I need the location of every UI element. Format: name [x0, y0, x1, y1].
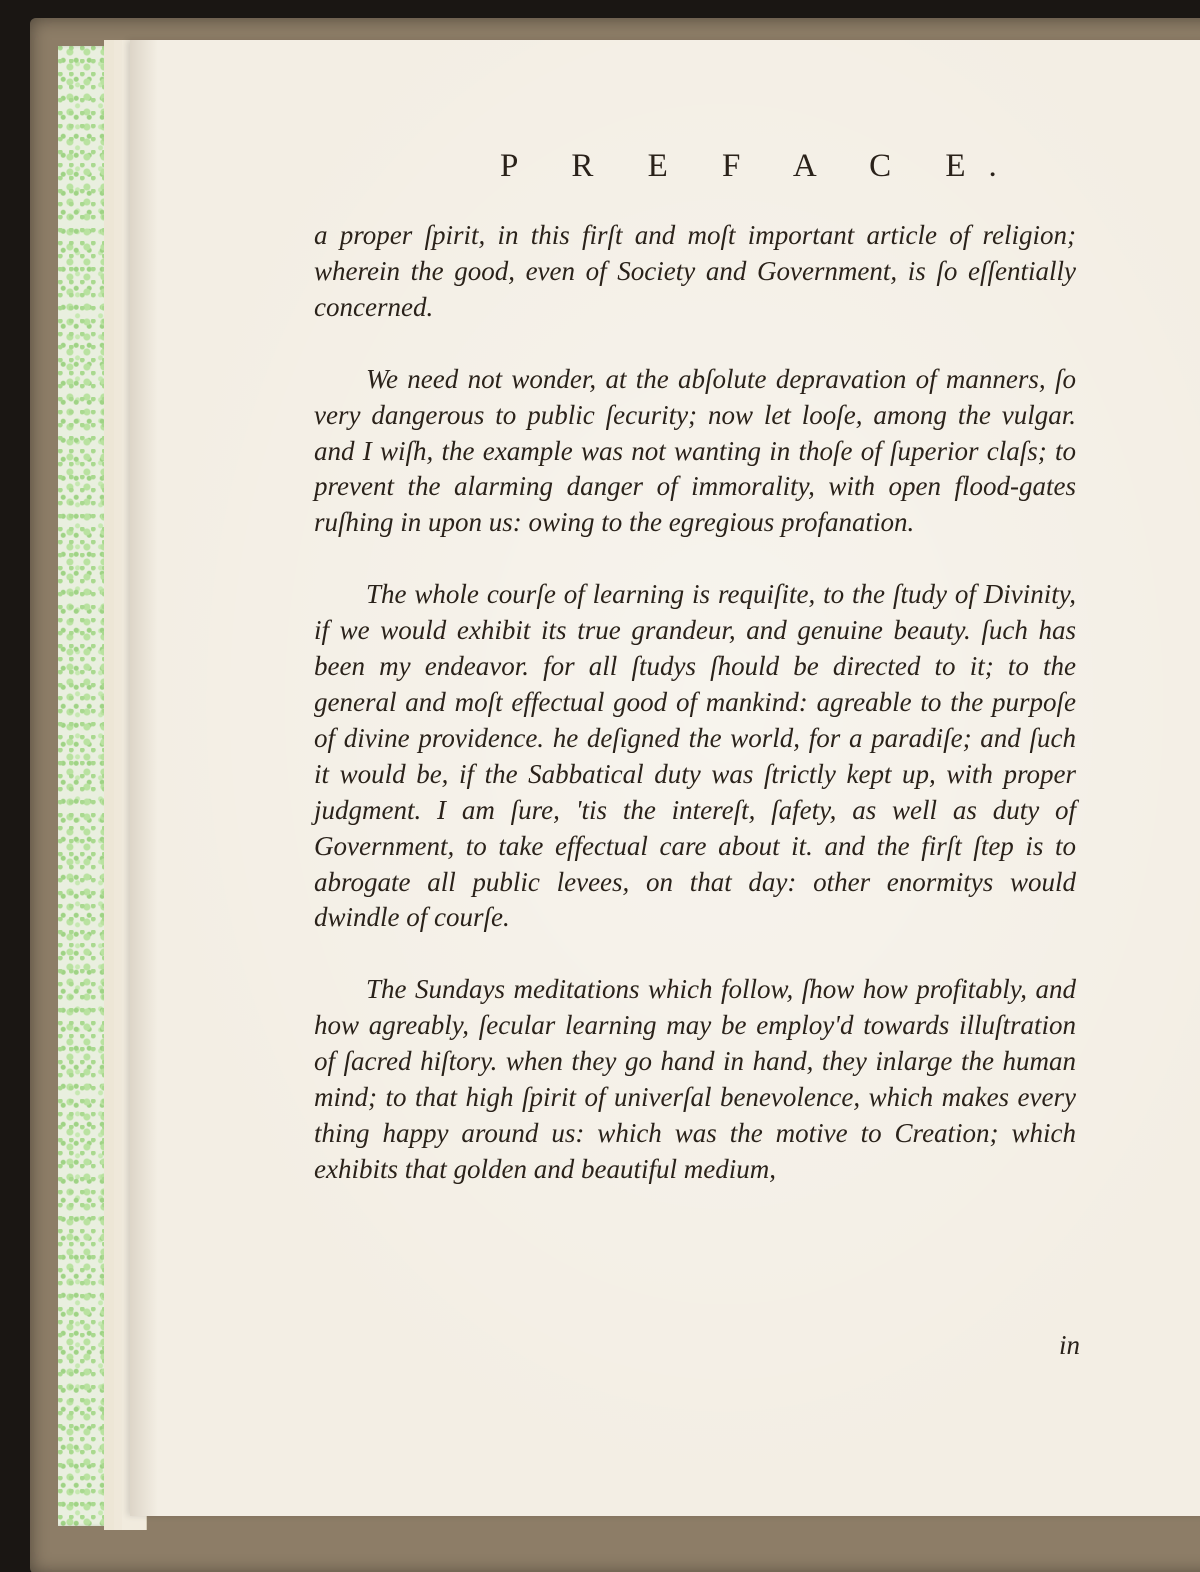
preface-text	[314, 218, 1076, 1188]
catchword: in	[1058, 1330, 1080, 1360]
page-heading: P R E F A C E.	[500, 148, 1020, 184]
paragraph: The whole courſe of learning is requiſite, to the ſtudy of Divinity, if we would exhibit its true grandeur, and genuine beauty. ſuch has been my endeavor. for all ſtudys ſhould be directed to it; to the general and moſt effectual good of mankind: agreable to the purpoſe of divine providence. he deſigned the world, for a paradiſe; and ſuch it would be, if the Sabbatical duty was ſtrictly kept up, with proper judgment. I am ſure, 'tis the intereſt, ſafety, as well as duty of Government, to take effectual care about it. and the firſt ſtep is to abrogate all public levees, on that day: other enormitys would dwindle of courſe.	[314, 579, 1076, 933]
page-gutter-shadow	[130, 40, 158, 1516]
paragraph-continued: a proper ſpirit, in this firſt and moſt important article of religion; wherein the good, even of Society and Government, is ſo eſſentially concerned.	[314, 220, 1076, 322]
paragraph: We need not wonder, at the abſolute depravation of manners, ſo very dangerous to public ſecurity; now let looſe, among the vulgar. and I wiſh, the example was not wanting in thoſe of ſuperior claſs; to prevent the alarming danger of immorality, with open flood-gates ruſhing in upon us: owing to the egregious profanation.	[314, 363, 1076, 538]
paragraph: The Sundays meditations which follow, ſhow how profitably, and how agreably, ſecular learning may be employ'd towards illuſtration of ſacred hiſtory. when they go hand in hand, they inlarge the human mind; to that high ſpirit of univerſal benevolence, which makes every thing happy around us: which was the motive to Creation; which exhibits that golden and beautiful medium,	[314, 974, 1076, 1184]
